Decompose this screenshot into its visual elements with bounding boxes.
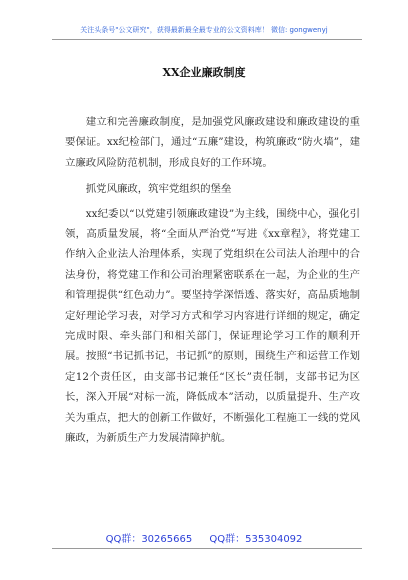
document-body [65,112,360,449]
paragraph-main: xx纪委以“以党建引领廉政建设”为主线，围绕中心，强化引领，高质量发展，将“全面从严治党”写进《xx章程》，将党建工作纳入企业法人治理体系，实现了党组织在公司法人治理中的合法身份，将党建工作和公司治理紧密联系在一起，为企业的生产和管理提供“红色动力”。要坚持学深悟透、落实好，高品质地制定好理论学习表，对学习方式和学习内容进行详细的规定，确定完成时限、牵头部门和相关部门，保证理论学习工作的顺利开展。按照“书记抓书记，书记抓”的原则，围绕生产和运营工作划定12个责任区，由支部书记兼任“区长”责任制，支部书记为区长，深入开展“对标一流，降低成本”活动，以质量提升、生产攻关为重点，把大的创新工作做好，不断强化工程施工一线的党风廉政，为新质生产力发展清障护航。 [65,207,360,445]
paragraph-intro: 建立和完善廉政制度，是加强党风廉政建设和廉政建设的重要保证。xx纪检部门，通过“五廉”建设，构筑廉政“防火墙”，建立廉政风险防范机制，形成良好的工作环境。 [65,116,360,169]
footer-divider [52,548,362,549]
footer-contacts [0,530,408,545]
qq-group-2: QQ群：535304092 [209,534,303,545]
header-banner: 关注头条号"公文研究"，获得最新最全最专业的公文资料库！ 微信: gongwenyj [80,26,328,34]
document-title: XX企业廉政制度 [162,66,246,79]
qq-group-1: QQ群：30265665 [105,534,193,545]
header-divider [52,39,362,40]
section-heading: 抓党风廉政，筑牢党组织的堡垒 [85,183,232,196]
